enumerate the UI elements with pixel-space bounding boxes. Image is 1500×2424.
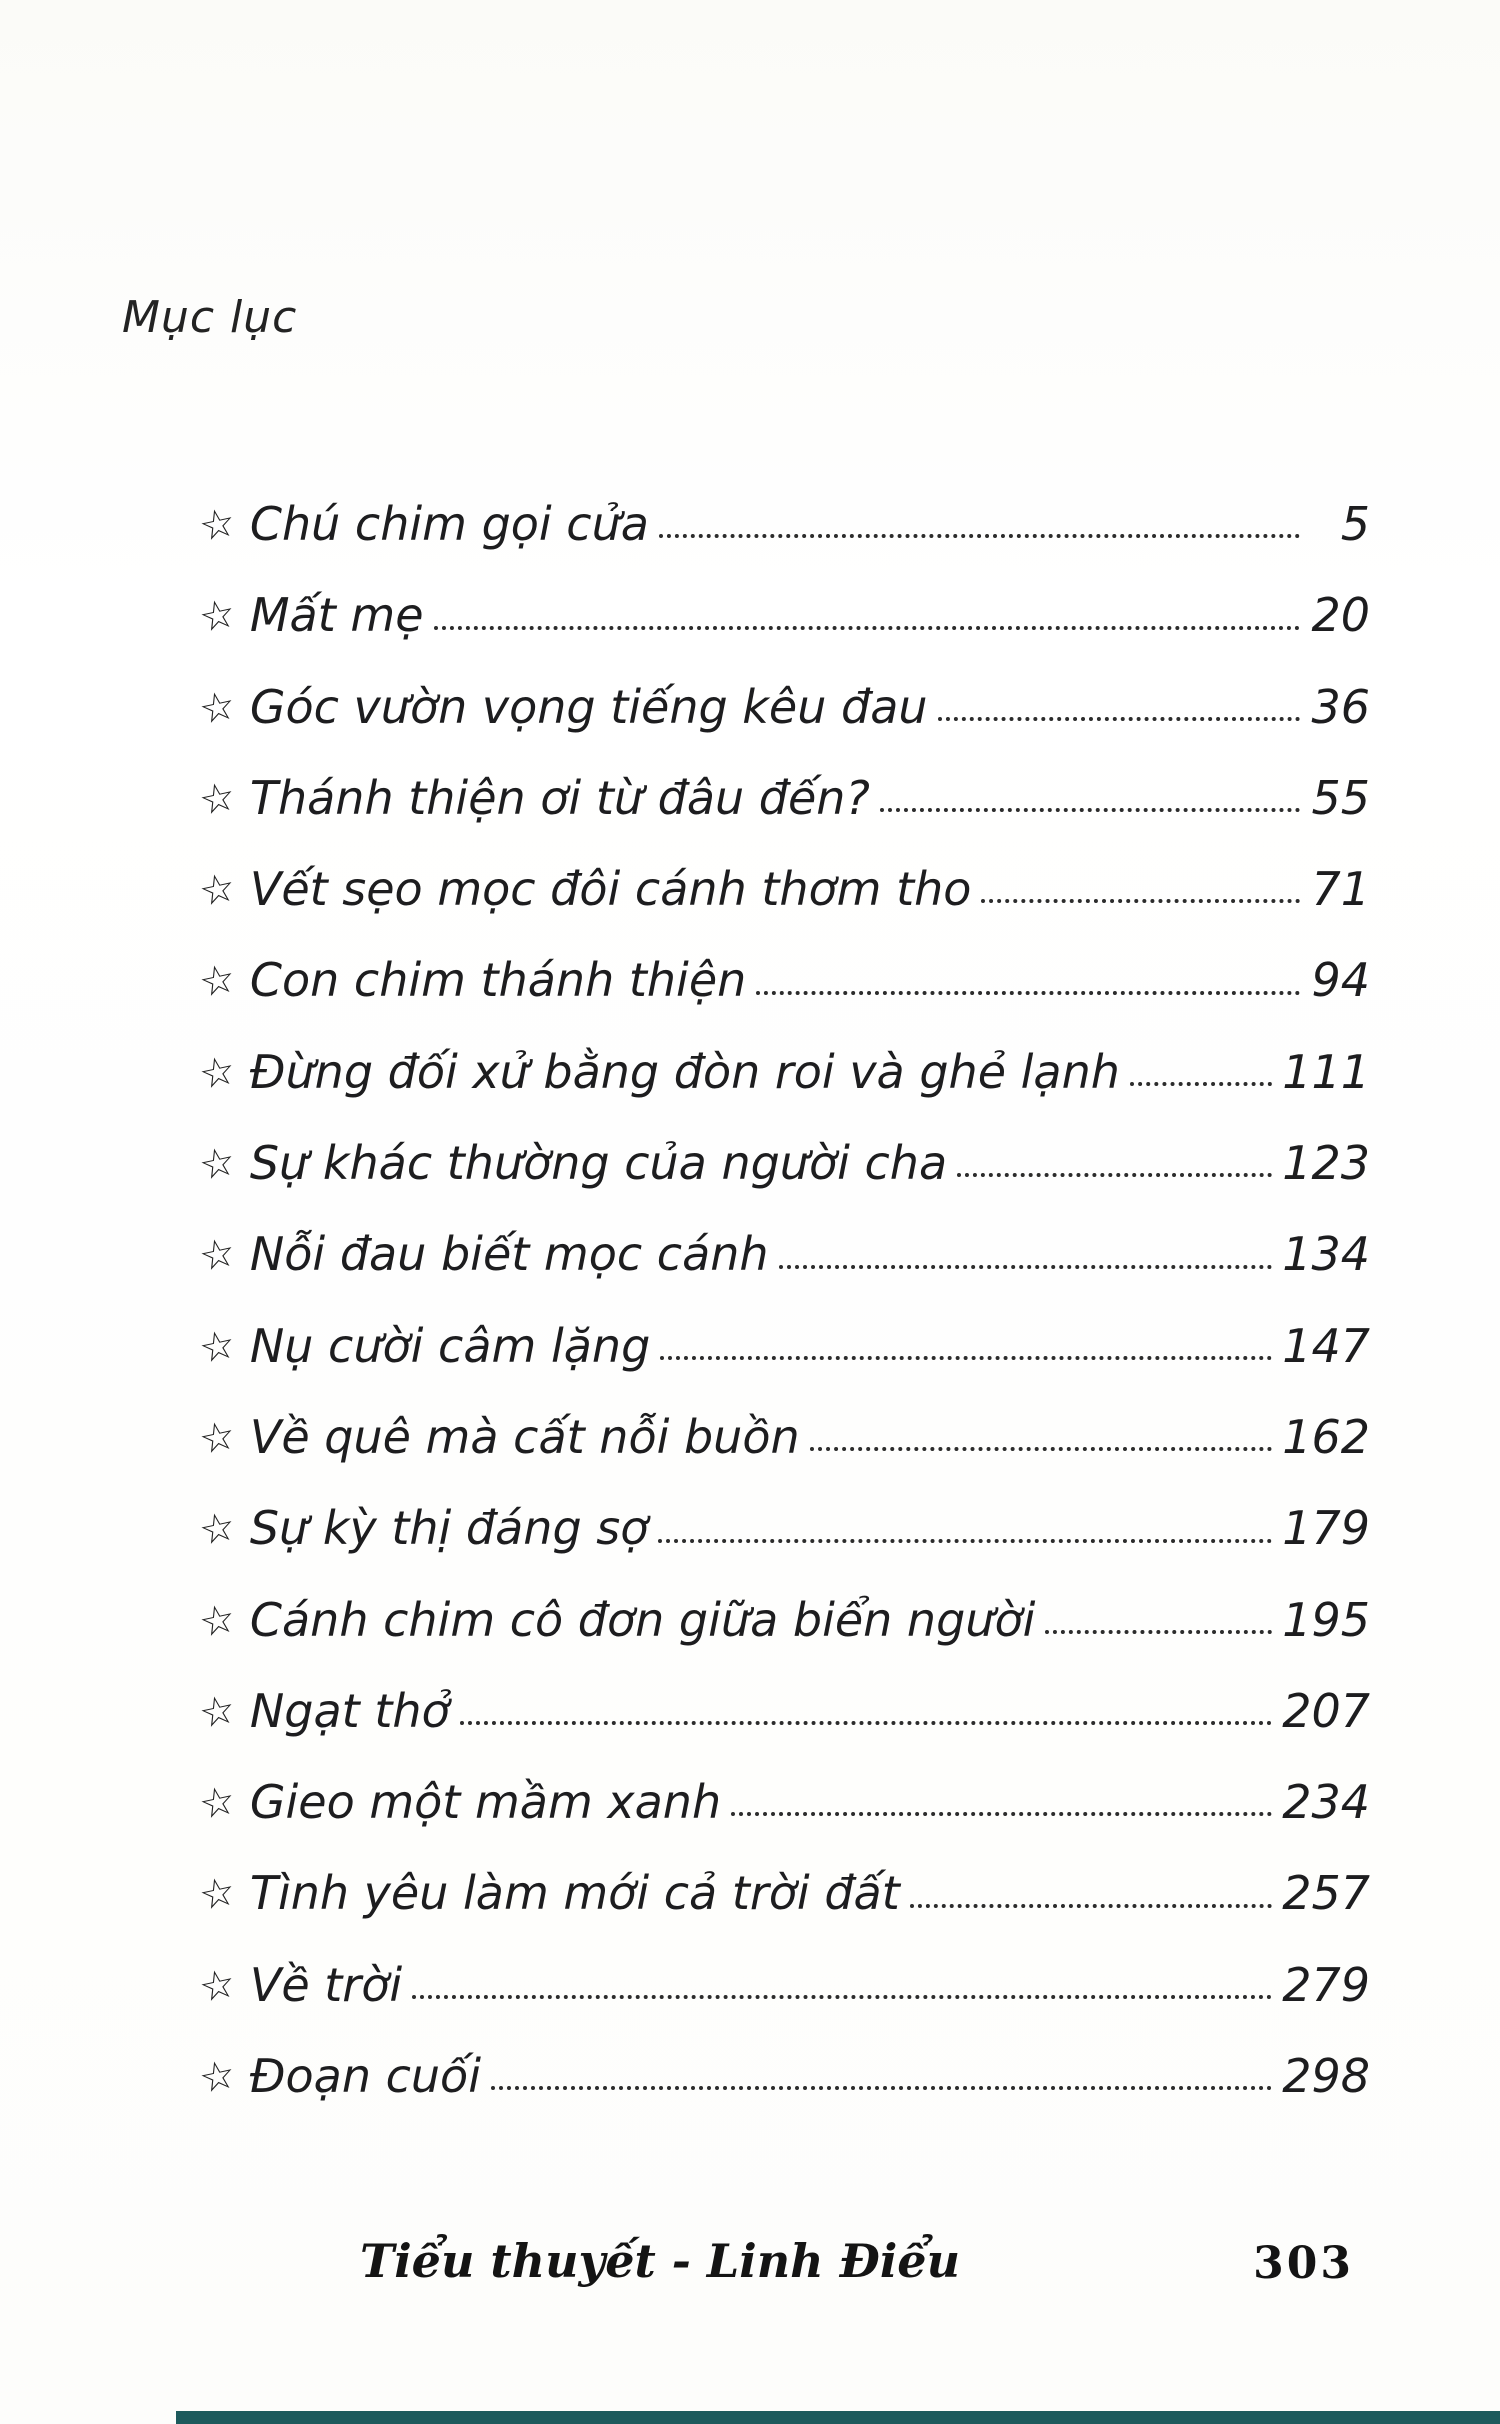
bottom-scan-bar <box>176 2411 1500 2424</box>
toc-entry <box>195 1775 1370 1830</box>
dot-leader <box>491 2086 1272 2090</box>
toc-entry-title: Mất mẹ <box>249 588 424 643</box>
toc-entry-page: 71 <box>1311 862 1370 917</box>
dot-leader <box>957 1173 1272 1177</box>
toc-entry-title: Đoạn cuối <box>249 2049 481 2104</box>
toc-entry-page: 257 <box>1282 1866 1370 1921</box>
star-bullet-icon: ☆ <box>195 681 240 734</box>
dot-leader <box>659 534 1300 538</box>
toc-entry-page: 195 <box>1282 1592 1370 1647</box>
dot-leader <box>880 808 1300 812</box>
toc-entry-page: 279 <box>1282 1957 1370 2012</box>
toc-entry-page: 234 <box>1282 1775 1370 1830</box>
dot-leader <box>810 1447 1273 1451</box>
dot-leader <box>731 1812 1272 1816</box>
toc-entry <box>195 1318 1370 1373</box>
dot-leader <box>779 1265 1273 1269</box>
star-bullet-icon: ☆ <box>195 1685 240 1739</box>
toc-entry-page: 94 <box>1311 953 1370 1008</box>
dot-leader <box>938 717 1300 721</box>
toc-entry-title: Nụ cười câm lặng <box>249 1318 651 1373</box>
toc-entry <box>195 770 1370 826</box>
dot-leader <box>981 899 1300 903</box>
dot-leader <box>412 1995 1272 1999</box>
page-title: Mục lục <box>122 292 298 343</box>
toc-entry-title: Chú chim gọi cửa <box>249 497 649 551</box>
toc-entry <box>195 1044 1370 1100</box>
toc-entry-title: Sự kỳ thị đáng sợ <box>249 1501 649 1556</box>
toc-entry-page: 134 <box>1282 1227 1370 1282</box>
toc-entry <box>195 1409 1370 1465</box>
dot-leader <box>660 1356 1272 1360</box>
toc-entry <box>195 588 1370 643</box>
toc-entry-page: 162 <box>1282 1409 1370 1464</box>
toc-entry-title: Ngạt thở <box>249 1683 450 1738</box>
toc-entry-title: Gieo một mầm xanh <box>249 1775 722 1830</box>
star-bullet-icon: ☆ <box>195 1411 240 1465</box>
star-bullet-icon: ☆ <box>195 1776 240 1830</box>
toc-entry-page: 5 <box>1340 497 1370 551</box>
star-bullet-icon: ☆ <box>195 955 240 1008</box>
toc-entry <box>195 953 1370 1008</box>
star-bullet-icon: ☆ <box>195 498 240 552</box>
toc-entry-title: Nỗi đau biết mọc cánh <box>249 1227 769 1282</box>
toc-list <box>195 497 1370 2143</box>
star-bullet-icon: ☆ <box>195 1594 240 1647</box>
toc-entry-page: 298 <box>1282 2049 1370 2104</box>
toc-entry <box>195 2049 1370 2104</box>
toc-entry <box>195 1501 1370 1556</box>
footer-book-title: Tiểu thuyết - Linh Điểu <box>359 2234 961 2288</box>
dot-leader <box>434 626 1300 630</box>
toc-entry-title: Sự khác thường của người cha <box>249 1136 948 1191</box>
star-bullet-icon: ☆ <box>195 772 240 826</box>
toc-entry <box>195 1866 1370 1921</box>
star-bullet-icon: ☆ <box>195 1959 240 2013</box>
toc-entry-title: Về quê mà cất nỗi buồn <box>249 1409 800 1464</box>
star-bullet-icon: ☆ <box>195 1503 240 1556</box>
dot-leader <box>1130 1082 1272 1086</box>
toc-entry-title: Về trời <box>249 1957 403 2012</box>
toc-entry-title: Thánh thiện ơi từ đâu đến? <box>249 770 870 825</box>
toc-entry <box>195 1683 1370 1739</box>
toc-entry-page: 111 <box>1282 1044 1370 1099</box>
star-bullet-icon: ☆ <box>195 2050 240 2104</box>
toc-entry <box>195 1592 1370 1647</box>
star-bullet-icon: ☆ <box>195 1320 240 1373</box>
dot-leader <box>658 1539 1272 1543</box>
toc-entry <box>195 1957 1370 2013</box>
dot-leader <box>910 1904 1272 1908</box>
toc-entry-title: Góc vườn vọng tiếng kêu đau <box>249 679 928 734</box>
toc-entry-page: 179 <box>1282 1501 1370 1556</box>
toc-entry-title: Con chim thánh thiện <box>249 953 747 1008</box>
star-bullet-icon: ☆ <box>195 590 240 643</box>
toc-entry-page: 20 <box>1311 588 1370 643</box>
toc-entry-page: 55 <box>1311 770 1370 825</box>
toc-entry-page: 36 <box>1311 679 1370 734</box>
dot-leader <box>1045 1630 1272 1634</box>
toc-entry <box>195 497 1370 552</box>
dot-leader <box>460 1721 1273 1725</box>
toc-entry <box>195 1136 1370 1191</box>
star-bullet-icon: ☆ <box>195 864 240 917</box>
dot-leader <box>756 991 1300 995</box>
toc-entry-page: 207 <box>1282 1683 1370 1738</box>
toc-entry-title: Cánh chim cô đơn giữa biển người <box>249 1592 1036 1647</box>
toc-entry-title: Đừng đối xử bằng đòn roi và ghẻ lạnh <box>249 1044 1120 1099</box>
toc-entry <box>195 679 1370 734</box>
toc-entry-title: Vết sẹo mọc đôi cánh thơm tho <box>249 862 972 917</box>
star-bullet-icon: ☆ <box>195 1229 240 1282</box>
footer-page-number: 303 <box>1253 2238 1354 2289</box>
star-bullet-icon: ☆ <box>195 1137 240 1191</box>
toc-entry <box>195 862 1370 917</box>
toc-entry-title: Tình yêu làm mới cả trời đất <box>249 1866 900 1921</box>
toc-entry-page: 123 <box>1282 1136 1370 1191</box>
toc-entry <box>195 1227 1370 1282</box>
toc-entry-page: 147 <box>1282 1318 1370 1373</box>
star-bullet-icon: ☆ <box>195 1868 240 1921</box>
star-bullet-icon: ☆ <box>195 1046 240 1100</box>
